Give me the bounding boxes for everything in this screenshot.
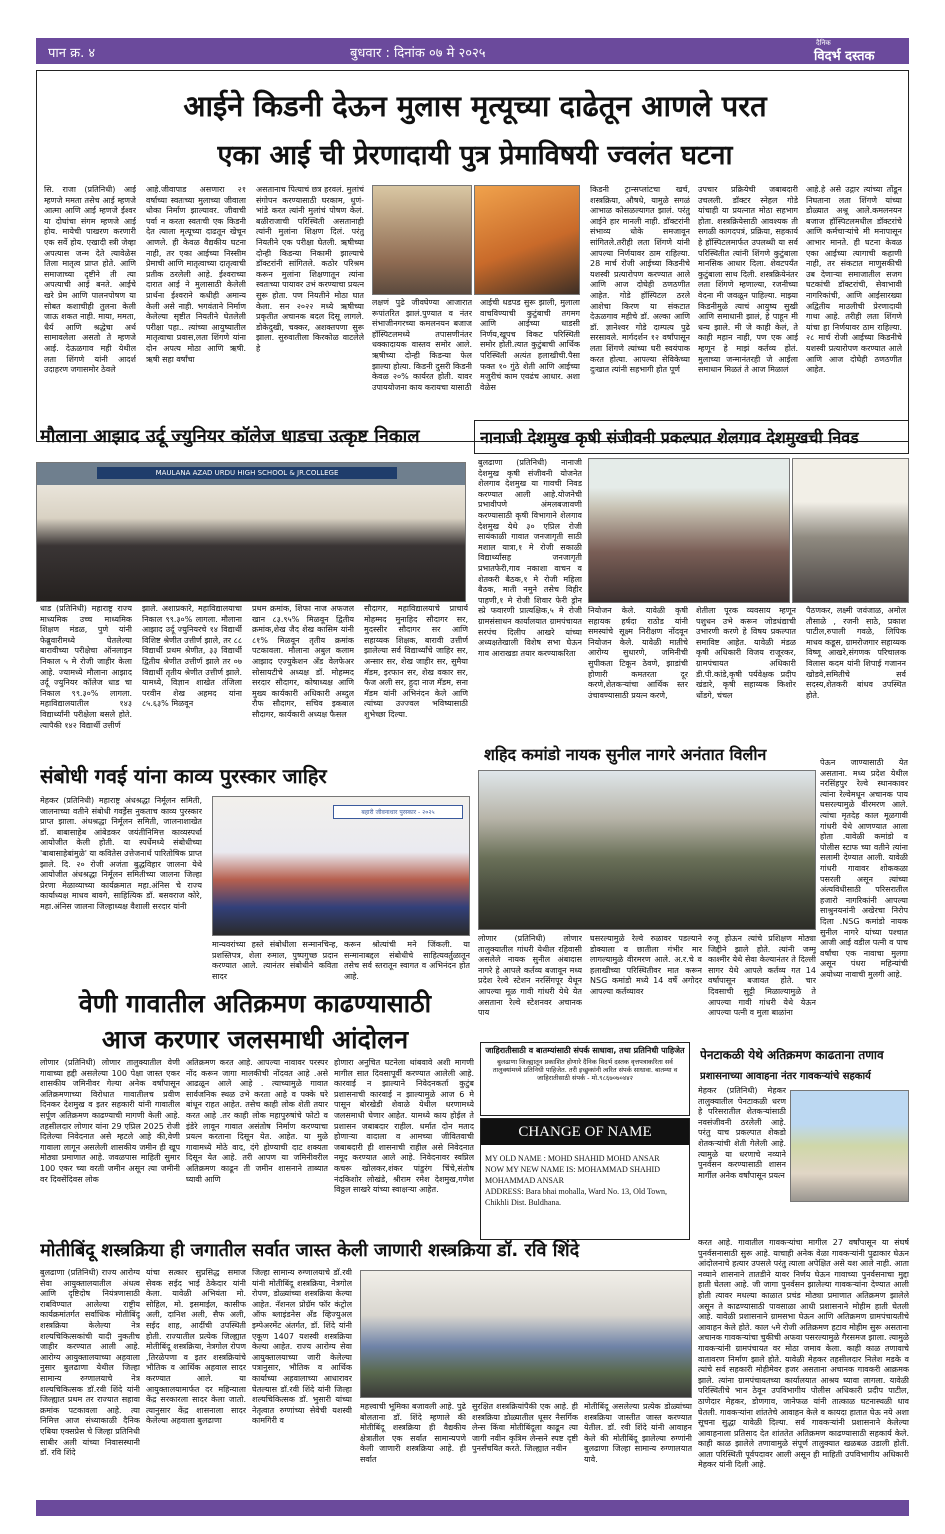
agri-column-3: शेतीला पूरक व्यवसाय म्हणून पशुधन उभे करून जोडधंद्याची उभारणी करणे हे विषय प्रकल्पात समाविष्ट आहेत. यावेळी मंडळ कृषी अधिकारी विजय राजूरकर, ग्रामपंचायत अधिकारी डी.पी.कांडे,कृषी पर्यवेक्षक प्रदीप खंडारे, कृषी सहाय्यक किशोर धोंडगे, चंचल xyxy=(696,606,796,700)
cataract-column-3: जिल्हा सामान्य रुग्णालयाचे डॉ.रवी यांनी मोतीबिंदू शस्त्रक्रिया, नेत्रगोल रोपण, डोळ्यांच्या शस्त्रक्रिया केल्या आहेत. नॅशनल प्रोग्रॅम फॉर कंट्रोल ऑफ ब्लाइंडनेस अँड व्हिज्युअल इम्पेअरमेंट अंतर्गत, डॉ. शिंदे यांनी एकूण 1407 यशस्वी शस्त्रक्रिया केल्या आहेत. राज्य आरोग्य सेवा आयुक्तालयाच्या जारी केलेल्या पत्रानुसार, भौतिक व आर्थिक कार्याच्या अहवालाच्या आधारावर घेतल्यास डॉ.रवी शिंदे यांनी जिल्हा शल्यचिकित्सक डॉ. भुसारी यांच्या नेतृत्वात रुग्णांच्या सेवेची यशस्वी कामगिरी व xyxy=(252,1268,352,1426)
lead-column-3: असतानाच पित्याचं छत्र हरवलं. मुलांचं संगोपन करण्यासाठी घरकाम, धुणं-भांडे करत त्यांनी मुलांचं पोषण केलं. बळीराजाची परिस्थिती असतानाही त्यांनी मुलांना शिक्षण दिलं. परंतु नियतीने एक परीक्षा घेतली. ऋषीच्या दोन्ही किडन्या निकामी झाल्याचे डॉक्टरांनी सांगितले. कठोर परिश्रम करून मुलांना शिक्षणातून त्यांना स्वतःच्या पायावर उभं करण्याचा प्रयत्न सुरू होता. पण नियतीने मोठा घात केला. सन २०२२ मध्ये ऋषीच्या प्रकृतीत अचानक बदल दिसू लागले. डोकेदुखी, चक्कर, अशक्तपणा सुरू झाला. सुरुवातीला किरकोळ वाटलेले हे xyxy=(256,185,364,353)
cataract-column-2: यांचा सत्कार सुप्रसिद्ध समाज सेवक सईद भाई ठेकेदार यांनी केला. यावेळी अभियंता मो. सोहिल, मो. इसमाईल, कासीफ अली, दानिश अली, सैफ अली, सईद शाह, आदींची उपस्थिती होती. राज्यातील प्रत्येक जिल्ह्यात मोतीबिंदू शस्त्रक्रिया, नेत्रगोल रोपण ,तिरळेपणा व इतर शस्त्रक्रियांचे भौतिक व आर्थिक अहवाल सादर करण्यात आले. या आयुक्तालयामार्फत दर महिन्याला केंद्र सरकारला सादर केला जातो. त्यानुसार केंद्र शासनाला सादर केलेल्या अहवाला बुलढाणा xyxy=(146,1268,246,1426)
cataract-column-1: बुलढाणा (प्रतिनिधी) राज्य आरोग्य सेवा आयुक्तालयातील अंधत्व आणि दृष्टिदोष नियंत्रणासाठी राबविण्यात आलेल्या राष्ट्रीय कार्यक्रमांतर्गत सर्वाधिक मोतीबिंदू शस्त्रक्रिया केलेल्या नेत्र शल्यचिकित्सकांची यादी नुकतीच जाहीर करण्यात आली आहे. आरोग्य आयुक्तालयाच्या अहवाला नुसार बुलढाणा येथील जिल्हा सामान्य रुग्णालयाचे नेत्र शल्यचिकित्सक डॉ.रवी शिंदे यांनी जिल्ह्यात प्रथम तर राज्यात सहावा क्रमांक पटकावला आहे. त्या निमित्त आज संध्याकाळी दैनिक एबिया एक्सप्रेस चे जिल्हा प्रतिनिधी साबीर अली यांच्या निवासस्थानी डॉ. रवि शिंदे xyxy=(40,1268,140,1458)
agri-photo-right xyxy=(792,458,909,603)
pentakali-column-2: करत आहे. गावातील गावकऱ्यांचा मागील 27 वर्षांपासून या संघर्ष पुनर्वसनासाठी सुरू आहे. याचाही अनेक वेळा गावकऱ्यांनी पुढाकार घेऊन आंदोलनाचे हत्यार उपसले परंतु त्याला अपेक्षित असे यश आले नाही. आता नव्याने शासनाने तातडीने यावर निर्णय घेऊन गावाच्या पुनर्वसनाचा मुद्दा हाती घेतला आहे. जी जागा पुनर्वसन झालेल्या गावकऱ्यांना देण्यात आली होती त्यावर मधल्या काळात प्रचंड मोठ्या प्रमाणात अतिक्रमण झालेले असून ते काढण्यासाठी पावसाळा आधी प्रशासनाने मोहीम हाती घेतली आहे. यावेळी प्रशासनाने ग्रामसभा घेऊन आणि अतिक्रमण ग्रामपंचायतीचे आवाहन केले होते. काल ५मे रोजी अतिक्रमण हटाव मोहीम सुरू असताना अचानक गावकऱ्यांचा चुकीची अफवा पसरल्यामुळे गैरसमज झाला. त्यामुळे गावकऱ्यांनी ग्रामपंचायत वर मोठा जमाव केला. काही काळ तणावाचे वातावरण निर्माण झाले होते. यावेळी मेहकर तहसीलदार निलेश मडके व त्यांचे सर्व सहकारी मोहीमेवर हजर असताना अचानक गावकरी आक्रमक झाले. त्यांना ग्रामपंचायतच्या कार्यालयात आश्रय घ्यावा लागला. यावेळी परिस्थितीचे भान ठेवून उपविभागीय पोलीस अधिकारी प्रदीप पाटील, ठाणेदार मेहकर, डोणगाव, जानेफळ यांनी तात्काळ घटनास्थळी धाव घेतली. गावकऱ्यांना शांततेचे आवाहन केले व कायदा हातात घेऊ नये अशा सूचना सुद्धा यावेळी दिल्या. सर्व गावकऱ्यांनी प्रशासनाने केलेल्या आवाहनाला प्रतिसाद देत शांततेत अतिक्रमण काढण्यासाठी सहकार्य केले. काही काळ झालेले तणावामुळे संपूर्ण तालुक्यात खळबळ उडाली होती. आता परिस्थिती पूर्वपदावर आली असून ही माहिती उपविभागीय अधिकारी मेहकर यांनी दिली आहे. xyxy=(698,1238,909,1470)
agri-photo-left xyxy=(588,458,790,603)
issue-date: बुधवार : दिनांक ०७ मे २०२५ xyxy=(350,46,486,61)
pentakali-headline-2: प्रशासनाच्या आवाहना नंतर गावकऱ्यांचे सहकार्य xyxy=(700,1071,871,1082)
lead-photo-caption-2: आईची धडपड सुरू झाली, मुलाला वाचविण्याची कुटुंबाची तगमग आणि आईच्या धाडसी निर्णय,खूपच विकट परिस्थिती समोर होती.त्यात कुटुंबाची आर्थिक परिस्थिती अत्यंत हलाखीची.पैसा फक्त १० गुंठे शेती आणि आईच्या मजुरीचं काम एवढंच आधार. अशा वेळेस xyxy=(480,298,580,392)
lead-column-7: आहे.हे असे उद्गार त्यांच्या तोंडून निघताना लता शिंगणे यांच्या डोळ्यात अश्रू आले.कमलनयन बजाज हॉस्पिटलमधील डॉक्टरांचे आणि कर्मचाऱ्यांचे मी मनापासून आभार मानते. ही घटना केवळ एका आईच्या त्यागाची कहाणी नाही, तर संकटात माणुसकीची उब देणाऱ्या समाजातील सजग घटकांची डॉक्टरांची, सेवाभावी नागरिकांची, आणि आईसारख्या अद्वितीय माउलीची प्रेरणादायी गाथा आहे. तरीही लता शिंगणे यांचा हा निर्णयावर ठाम राहिल्या. २८ मार्च रोजी आईच्या किडनीचे यशस्वी प्रत्यारोपण करण्यात आले आणि आज दोघेही ठणठणीत आहेत. xyxy=(806,185,902,375)
cataract-photo xyxy=(360,1270,692,1398)
college-column-2: झाले. अशाप्रकारे, महाविद्यालयाचा निकाल ९९.३०% लागला. मौलाना आझाद उर्दू ज्युनियरचे १४ विद्यार्थी विशिष्ट श्रेणीत उत्तीर्ण झाले, तर ८८ विद्यार्थी प्रथम श्रेणीत, ३३ विद्यार्थी द्वितीय श्रेणीत उत्तीर्ण झाले तर ०७ विद्यार्थी तृतीय श्रेणीत उत्तीर्ण झाले. यामध्ये, विज्ञान शाखेत तंजिला परवीन शेख अहमद यांना ८५.६३% मिळवून xyxy=(142,604,242,709)
mother-photo xyxy=(372,185,472,295)
award-column-1: मेहकर (प्रतिनिधी) महाराष्ट्र अंधश्रद्धा निर्मूलन समिती, जालनाच्या वतीने संबोधी गवई़ेस नुकताच काव्य पुरस्कार प्राप्त झाला. अंधश्रद्धा निर्मूलन समिती, जालनाशाखेत डॉ. बाबासाहेब आंबेडकर जयंतीनिमित्त काव्यस्पर्धा आयोजीत केली होती. या स्पर्धेमध्ये संबोधीच्या 'बाबासाहेबांमुळे' या कवितेस उत्तेजनार्थ पारितोषिक प्राप्त झाले. दि. २० रोजी अजंता बुद्धविहार जालना येथे आयोजीत अंधश्रद्धा निर्मूलन समितीच्या जालना जिल्हा प्रेरणा मेळाव्याच्या कार्यक्रमात महा.अंनिस चे राज्य कार्याध्यक्ष माधव बावगे, साहित्यिक डॉ. बसवराज कोरे, महा.अंनिस जालना जिल्हाध्यक्ष वैशाली सरदार यांनी xyxy=(40,796,202,911)
martyr-column-2: लोणार (प्रतिनिधी) लोणार तालुक्यातील गांधरी येथील रहिवासी असलेले नायक सुनील अंबादास नागरे हे आपले कर्तव्य बजावून मध्य प्रदेश रेल्वे स्टेशन नरसिंगपूर येथून आपल्या मूळ गावी गांधरी येथे येत असताना रेल्वे स्टेशनवर अचानक पाय xyxy=(478,934,582,1018)
son-photo xyxy=(474,185,580,295)
cataract-caption-3: मोतीबिंदू असलेल्या प्रत्येक डोळ्यांच्या शस्त्रक्रिया जास्तीत जास्त करण्यात येतील. डॉ. रवी शिंदे यांनी आवाहन केले की मोतीबिंदू झालेल्या रुग्णांनी बुलढाणा जिल्हा सामान्य रुग्णालयात यावे. xyxy=(584,1402,692,1464)
footer-band xyxy=(36,1500,909,1516)
veni-headline-2: आज करणार जलसमाधी आंदोलन xyxy=(101,1025,409,1054)
lead-column-2: आहे.जीवापाड असणारा २१ वर्षाच्या स्वतःच्या मुलाच्या जीवाला धोका निर्माण झाल्यावर. जीवाची पर्वा न करता स्वतःची एक किडनी देत त्याला मृत्यूच्या दाढतून खेचून आणले. ही केवळ वैद्यकीय घटना नाही, तर एका आईच्या निस्सीम प्रेमाची आणि मातृत्वाच्या दातृत्वाची प्रतीक ठरलेली आहे. ईश्वराच्या दारात आई ने मुलासाठी केलेली प्रार्थना ईश्वराने कधीही अमान्य केली असे नाही. भगवंताने निर्माण केलेल्या सृष्टीत नियतीने घेतलेली परीक्षा पहा.. त्यांच्या आयुष्यातील मातृत्वाचा प्रवास,लता शिंगणे यांना दोन अपत्य मोठा आणि ऋषी. ऋषी सहा वर्षांचा xyxy=(146,185,246,364)
change-of-name-title: CHANGE OF NAME xyxy=(481,1119,689,1145)
page-number: पान क्र. ४ xyxy=(48,46,96,61)
contact-ad-text: बुलढाणा जिल्ह्यातून प्रकाशित होणारे दैनिक विदर्भ दस्तक वृत्तपत्राकरिता सर्व तालुक्यांमध्ये प्रतिनिधी पाहिजेत. तरी इच्छुकांनी त्वरित संपर्क साधावा. बातम्या व जाहिरातीसाठी संपर्क - मो.९८६७०७०४४२ xyxy=(492,1058,678,1082)
new-name-cont: MOHAMMAD ANSAR xyxy=(485,1176,564,1185)
brand-name: विदर्भ दस्तक xyxy=(814,49,875,64)
martyr-headline: शहिद कमांडो नायक सुनील नागरे अनंतात विलीन xyxy=(484,745,767,764)
contact-ad-title: जाहिरातीसाठी व बातम्यांसाठी संपर्क साधावा, तथा प्रतिनिधी पाहिजेत xyxy=(485,1046,685,1055)
lead-column-6: उपचार प्रक्रियेची जबाबदारी उचलली. डॉक्टर स्नेहल गोडे यांचाही या प्रयत्नात मोठा सहभाग होता. शस्त्रक्रियेसाठी आवश्यक ती सगळी कागदपत्रं, प्रक्रिया, सहकार्य हे हॉस्पिटलमार्फत उपलब्धी या सर्व परिस्थितीत त्यांनी शिंगणे कुटुंबाला मानसिक आधार दिला. शेवटपर्यंत कुटुंबाला साथ दिली. शस्त्रक्रियेनंतर लता शिंगणे म्हणाल्या, रजनीच्या वेदना मी जवळून पाहिल्या. माझ्या किडनीमुळे त्याचं आयुष्य सुखी आणि समाधानी झालं, हे पाहून मी धन्य झाले. मी जे काही केलं, ते काही महान नाही, पण एक आई म्हणून हे माझं कर्तव्य होतं. मुलाच्या जन्मानंतरही जे आईला समाधान मिळतं ते आज मिळालं xyxy=(698,185,798,375)
address: ADDRESS: Bara bhai mohalla, Ward No. 13, Old Town, Chikhli Dist. Buldhana. xyxy=(485,1187,668,1207)
college-banner: MAULANA AZAD URDU HIGH SCHOOL & JR.COLLEGE xyxy=(97,467,397,479)
old-name: MY OLD NAME : MOHD SHAHID MOHD ANSAR xyxy=(485,1154,660,1163)
martyr-column-3: घसरल्यामुळे रेल्वे रुळावर पडल्याने डोक्याला व छातीला गंभीर मार लागल्यामुळे वीरमरण आले. अ.र.चे व हलाखीच्या परिस्थितीवर मात करून NSG कमांडो मध्ये 14 वर्षे अगोदर आपल्या कर्तव्यावर xyxy=(590,934,702,996)
college-column-3: प्रथम क्रमांक, शिफा नाज अफजल खान ८३.९५% मिळवून द्वितीय क्रमांक,शेख जैद शेख कासिम यांनी ८१% मिळवून तृतीय क्रमांक पटकावला. मौलाना अबुल कलाम आझाद एज्युकेशन अँड वेलफेअर सोसायटीचे अध्यक्ष डॉ. मोहम्मद सरदार सौदागर, कोषाध्यक्ष आणि मुख्य कार्यकारी अधिकारी अब्दुल रौफ सौदागर, सचिव इकबाल सौदागर, कार्यकारी अध्यक्ष फैसल xyxy=(252,604,354,719)
pentakali-headline-1: पेनटाकळी येथे अतिक्रमण काढताना तणाव xyxy=(700,1048,884,1062)
agri-headline: नानाजी देशमुख कृषी संजीवनी प्रकल्पात शेलगाव देशमुखची निवड xyxy=(480,428,859,447)
veni-headline-1: वेणी गावातील अतिक्रमण काढण्यासाठी xyxy=(78,989,432,1018)
pentakali-photo xyxy=(790,1090,909,1202)
agri-column-2: नियोजन केले. यावेळी कृषी सहायक हर्षदा राठोड यांनी समस्यांचे सूक्ष्म निरीक्षण नोंदवून नियोजन केले. यावेळी मातीचे आरोग्य सुधारणे, जमिनीची सुपीकता टिकून ठेवणे, झाडांची होणारी कमतरता दूर करणे,शेतकऱ्यांचा आर्थिक स्तर उंचावण्यासाठी प्रयत्न करणे, xyxy=(588,606,688,700)
pentakali-column-1: मेहकर (प्रतिनिधी) मेहकर तालुक्यातील पेनटाकळी धरण हे परिसरातील शेतकऱ्यांसाठी नवसंजीवनी ठरलेली आहे. परंतु याच प्रकल्पात शेकडो शेतकऱ्यांची शेती गेलेली आहे. त्यामुळे या धरणाचे नव्याने पुनर्वसन करण्यासाठी शासन मार्गील अनेक वर्षांपासून प्रयत्न xyxy=(698,1086,786,1180)
award-banner: बहारी जीवनाधार पुरस्कार - २०२५ xyxy=(333,805,463,819)
award-headline: संबोधी गवई यांना काव्य पुरस्कार जाहिर xyxy=(40,764,327,788)
lead-photo-caption-1: लक्षणं पुढे जीवघेण्या आजारात रूपांतरित झालं.पुण्यात व नंतर संभाजीनगरच्या कमलनयन बजाज हॉस्पिटलमध्ये तपासणीनंतर धक्कादायक वास्तव समोर आले. ऋषीच्या दोन्ही किडन्या फेल झाल्या होत्या. किडनी दुसरी किडनी केवळ २०% कार्यरत होती. यावर उपाययोजना काय करायचा यासाठी xyxy=(372,298,472,392)
cataract-caption-1: महत्त्वाची भूमिका बजावली आहे. पुढे बोलताना डॉ. शिंदे म्हणाले की मोतीबिंदू शस्त्रक्रिया ही वैद्यकीय क्षेत्रातील एक सर्वात सामान्यपणे केली जाणारी शस्त्रक्रिया आहे. ही सर्वात xyxy=(360,1402,466,1464)
change-of-name-box xyxy=(480,1118,690,1240)
contact-ad xyxy=(480,1042,690,1116)
award-caption-1: मान्यवरांच्या हस्ते संबोधीला सन्मानचिन्ह, प्रशस्तिपत्र, शेला रुमाल, पुष्पगुच्छ प्रदान करण्यात आले. त्यानंतर संबोधीने कविता सादर xyxy=(212,940,338,980)
veni-column-1: लोणार (प्रतिनिधी) लोणार तालुक्यातील वेणी गावाच्या हद्दी असलेल्या 100 पेक्षा जास्त एकर शासकीय जमिनीवर गेल्या अनेक वर्षांपासून अतिक्रमणाच्या विरोधात गावातीलच प्रवीण दिनकर देशमुख व इतर सहकारी यांनी गावातील सर्पूण अतिक्रमण काढण्याची मागणी केली आहे. तहसीलदार लोणार यांना 29 एप्रिल 2025 रोजी दिलेल्या निवेदनात असे म्हटले आहे की,वेणी गावाला लागून असलेली शासकीय जमीन ही खूप मोठ्या प्रमाणात आहे. जवळपास माहिती सुमार 100 एकर च्या वरती जमीन असून त्या जमीनी वर दिवसेंदिवस लोक xyxy=(40,1058,180,1184)
cataract-caption-2: सुरक्षित शस्त्रक्रियांपैकी एक आहे. ही शस्त्रक्रिया डोळ्यातील धूसर नैसर्गिक लेन्स किंवा मोतीबिंदूला काढून त्या जागी नवीन कृत्रिम लेन्सने स्पष्ट दृष्टी पुनर्संचयित करते. जिल्ह्यात नवीन xyxy=(472,1402,578,1454)
college-headline: मौलाना आझाद उर्दू ज्युनियर कॉलेज धाडचा उत्कृष्ट निकाल xyxy=(40,426,420,447)
lead-headline-2: एका आई ची प्रेरणादायी पुत्र प्रेमाविषयी ज्वलंत घटना xyxy=(217,140,733,171)
college-column-4: सौदागर, महाविद्यालयाचे प्राचार्य मोहम्मद मुनाहिद सौदागर सर, मुदस्सीर सौदागर सर आणि सहाय्यक शिक्षक, बारावी उत्तीर्ण झालेल्या सर्व विद्यार्थ्यांचे जाहिर सर, अन्सार सर, शेख जाहीर सर, सुमैया मॅडम, इरफान सर, शेख वकार सर, फैज अली सर, हुदा नाज मॅडम, सना मॅडम यांनी अभिनंदन केले आणि त्यांच्या उज्ज्वल भविष्यासाठी शुभेच्छा दिल्या. xyxy=(364,604,468,719)
veni-column-3: होणारा अनुचित घटनेला थांबवावे अशी मागणी मागील सात दिवसापूर्वी करण्यात आलेली आहे. कारवाई न झाल्याने निवेदनकर्ता कुटुंब प्रशासनाची कारवाई न झाल्यामुळे आज 6 मे पासून बोरखेडी शेवाळे येथील धरणामध्ये जलसमाधी घेणार आहेत. यामध्ये काय होईल ते प्रशासन जबाबदार राहील. धर्मात दोन मताद होणाऱ्या वादाला व आमच्या जीवितवाची जबाबदारी ही शासनाची राहील असे निवेदनात नमूद करण्यात आले आहे. निवेदनावर स्वप्निल कचरू खोलकर,शंकर पांडुरंग चिंचे,संतोष नंदकिशोर लोखंडे, श्रीराम रमेश देशमुख,गणेश विठ्ठल साखरे यांच्या स्वाक्षऱ्या आहेत. xyxy=(334,1058,474,1195)
martyr-column-1: पेऊन जाण्यासाठी येत असताना. मध्य प्रदेश येथील नरसिंहपुर रेल्वे स्थानकावर त्यांना रेल्वेमधून अचानक पाय घसरल्यामुळे वीरमरण आले. त्यांचा मृतदेह काल मूळगावी गांधरी येथे आणण्यात आला होता .यावेळी कमांडो व पोलीस स्टाफ च्या वतीने त्यांना सलामी देण्यात आली. यावेळी गांधरी गावावर शोककळा पसरली असून त्यांच्या अंत्यविधीसाठी परिसरातील हजारो नागरिकांनी आपल्या साश्रुनयनांनी अखेरचा निरोप दिला .NSG कमांडो नायक सुनील नागरे यांच्या पश्चात आजी आई वडील पत्नी व पाच वर्षांचा एक नावाचा मुलगा असून पंधरा महिन्यांची अयोध्या नावाची मुलगी आहे. xyxy=(820,758,908,979)
lead-column-1: सि. राजा (प्रतिनिधी) आई म्हणजे ममता तसेच आई म्हणजे आत्मा आणि आई म्हणजे ईश्वर या दोघांचा संगम म्हणजे आई होय. मायेची पाखरण करणारी एक सर्वे होय. एखादी स्त्री जेव्हा अपत्यास जन्म देते त्यावेळेस तिला मातृत्व प्राप्त होते. आणि समाजाच्या दृष्टीने ती त्या अपत्याची आई बनते. आईचे खरे प्रेम आणि पालनपोषण या सोबत कशाचीही तुलना केली जाऊ शकत नाही. माया, ममता, धैर्य आणि श्रद्धेचा अर्थ सामावलेला असतो ते म्हणजे आई. देऊळगाव मही येथील लता शिंगणे यांनी आदर्श उदाहरण जगासमोर ठेवले xyxy=(44,185,136,375)
agri-column-4: पैठणकर, लक्ष्मी जवंजाळ, अमोल तौसाळे , रजनी साठे, प्रकाश पाटील,रुपाली गवळे, लिपिक माधव कडूस, ग्रामरोजगार सहाय्यक विष्णू आखरे,संगणक परिचालक विलास कदम यांनी शिपाई गजानन खोडवे,समितीचे सर्व सदस्य,शेतकरी बांधव उपस्थित होते. xyxy=(806,606,906,700)
martyr-column-4: रुजू होऊन त्यांचे प्रशिक्षण मोठ्या जिद्दीने झाले होते. त्यांनी जम्मू काश्मीर येथे सेवा केल्यानंतर ते दिल्ली सागर येथे आपले कर्तव्य गत 14 वर्षापासून बजावत होते. चार दिवसाची सुट्टी मिळाल्यामुळे ते आपल्या गावी गांधरी येथे येऊन आपल्या पत्नी व मुला बाळांना xyxy=(708,934,816,1018)
lead-column-5: किडनी ट्रान्सप्लांटचा खर्च, शस्त्रक्रिया, औषधे, यामुळे सगळं आभाळ कोसळल्यागत झालं. परंतु आईने हार मानली नाही. डॉक्टरांनी संभाव्य धोके समजावून सांगितले.तरीही लता शिंगणे यांनी आपल्या निर्णयावर ठाम राहिल्या. 28 मार्च रोजी आईच्या किडनीचे यशस्वी प्रत्यारोपण करण्यात आले आणि आज दोघेही ठणठणीत आहेत. गोडे हॉस्पिटल ठरले आशेचा किरण या संकटात देऊळगाव महीचे डॉ. अल्का आणि डॉ. ज्ञानेश्वर गोडे दाम्पत्य पुढे सरसावले. मार्गदर्शन १२ वर्षांपासून लता शिंगणे त्यांच्या घरी स्वयंपाक करत होत्या. आपल्या सेविकेच्या दुःखात त्यांनी सहभागी होत पूर्ण xyxy=(590,185,690,375)
award-photo xyxy=(212,796,470,936)
brand-prefix: दैनिक xyxy=(816,39,831,47)
lead-headline-1: आईने किडनी देऊन मुलास मृत्यूच्या दाढेतून आणले परत xyxy=(183,89,767,123)
martyr-photo xyxy=(478,770,816,930)
veni-column-2: अतिक्रमण करत आहे. आपल्या नावावर परस्पर नोंद करून जागा मालकीची नोंदवत आहे .असे आढळून आले आहे . त्याच्यामुळे गावात सार्वजनिक स्थळ उभे करता आहे व पक्के घरे बांधून राहत आहेत. तसेच काही लोक शेती तयार करत आहे .तर काही लोक महापुरुषांचे फोटो व इंडेरे लावून गावात असंतोष निर्माण करण्याचा प्रयत्न करताना दिसून येत. आहेत. या मुळे गावामध्ये मोठे वाद, दंगे होण्याची दाट शक्यता दिसून येत आहे. तरी आपण या जमिनीवरील अतिक्रमण काढून ती जमीन शासनाने ताब्यात घ्यावी आणि xyxy=(186,1058,328,1184)
award-caption-2: करून श्रोत्यांची मने जिंकली. या सन्मानाबद्दल संबोधीचे साहित्यवर्तुळातून तसेच सर्व स्तरातून स्वागत व अभिनंदन होत आहे. xyxy=(344,940,470,980)
new-name: NOW MY NEW NAME IS: MOHAMMAD SHAHID xyxy=(485,1165,660,1174)
cataract-headline: मोतीबिंदू शस्त्रक्रिया ही जगातील सर्वात जास्त केली जाणारी शस्त्रक्रिया डॉ. रवि शिंदे xyxy=(40,1240,580,1261)
header-band xyxy=(36,38,909,64)
college-photo xyxy=(36,462,466,602)
agri-column-1: बुलढाणा (प्रतिनिधी) नानाजी देशमुख कृषी संजीवनी योजनेत शेलगाव देशमुख या गावची निवड करण्यात आली आहे.योजनेची प्रभावीपणे अंमलबजावणी करण्यासाठी कृषी विभागाने शेलगाव देशमुख येथे ३० एप्रिल रोजी सायंकाळी गावात जनजागृती साठी मशाल यात्रा,१ मे रोजी सकाळी विद्यार्थ्यांसह जनजागृती प्रभातफेरी,गाव नकाशा वाचन व शेतकरी बैठक,१ मे रोजी महिला बैठक, माती नमुने तसेच विहीर पाहणी,१ मे रोजी शिवार फेरी ड्रोन स्प्रे फवारणी प्रात्यक्षिक,५ मे रोजी ग्रामसंसाधन कार्यालयात ग्रामपंचायत सरपंच दिलीप आखरे यांच्या अध्यक्षतेखाली विशेष सभा घेऊन गाव आराखडा तयार करण्याकरिता xyxy=(478,458,582,658)
college-column-1: धाड (प्रतिनिधी) महाराष्ट्र राज्य माध्यमिक उच्च माध्यमिक शिक्षण मंडळ, पुणे यांनी फेब्रुवारीमध्ये घेतलेल्या बारावीच्या परीक्षेचा ऑनलाइन निकाल ५ मे रोजी जाहीर केला आहे. ज्यामध्ये मौलाना आझाद उर्दू ज्युनियर कॉलेज धाड चा निकाल ९९.३०% लागला. महाविद्यालयातील १४३ विद्यार्थ्यांनी परीक्षेला बसले होते. त्यापैकी १४२ विद्यार्थी उत्तीर्ण xyxy=(40,604,132,730)
